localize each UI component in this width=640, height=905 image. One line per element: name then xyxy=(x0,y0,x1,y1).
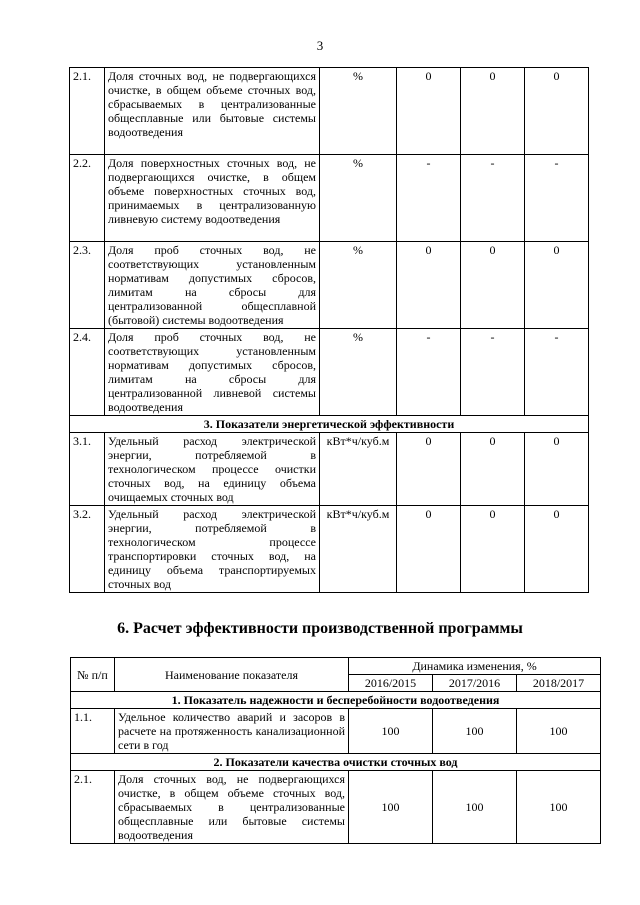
column-header-year: 2016/2015 xyxy=(349,675,433,692)
value: - xyxy=(525,329,589,416)
header-row xyxy=(71,658,601,675)
row-number: 3.2. xyxy=(70,506,105,593)
value: 0 xyxy=(461,242,525,329)
indicator-name: Доля сточных вод, не подвергающихся очистке, в общем объеме сточных вод, сбрасываемых в централизованные общесплавные или бытовые системы водоотведения xyxy=(105,68,320,155)
value: - xyxy=(525,155,589,242)
indicator-name: Доля сточных вод, не подвергающихся очистке, в общем объеме сточных вод, сбрасываемых в централизованные общесплавные или бытовые системы водоотведения xyxy=(115,771,349,844)
value: 0 xyxy=(461,68,525,155)
value: 0 xyxy=(525,506,589,593)
indicator-name: Удельное количество аварий и засоров в расчете на протяженность канализационной сети в год xyxy=(115,709,349,754)
section-row xyxy=(71,692,601,709)
value: 0 xyxy=(525,68,589,155)
value: 100 xyxy=(349,771,433,844)
value: 100 xyxy=(433,709,517,754)
page-number: 3 xyxy=(316,38,324,53)
value: 0 xyxy=(397,433,461,506)
indicator-name: Удельный расход электрической энергии, потребляемой в технологическом процессе очистки сточных вод, на единицу объема очищаемых сточных вод xyxy=(105,433,320,506)
column-header-dynamics: Динамика изменения, % xyxy=(349,658,601,675)
indicator-name: Доля проб сточных вод, не соответствующих установленным нормативам допустимых сбросов, лимитам на сбросы для централизованной общесплавной (бытовой) системы водоотведения xyxy=(105,242,320,329)
row-number: 3.1. xyxy=(70,433,105,506)
section-title: 3. Показатели энергетической эффективности xyxy=(70,416,589,433)
section-title: 2. Показатели качества очистки сточных вод xyxy=(71,754,601,771)
value: 100 xyxy=(517,709,601,754)
value: 0 xyxy=(397,242,461,329)
section-row xyxy=(71,754,601,771)
section-title: 1. Показатель надежности и бесперебойности водоотведения xyxy=(71,692,601,709)
row-number: 2.1. xyxy=(71,771,115,844)
unit: % xyxy=(320,329,397,416)
indicator-name: Удельный расход электрической энергии, потребляемой в технологическом процессе транспортировки сточных вод, на единицу объема транспортируемых сточных вод xyxy=(105,506,320,593)
table-row xyxy=(70,68,589,155)
value: 100 xyxy=(517,771,601,844)
unit: % xyxy=(320,155,397,242)
value: - xyxy=(461,329,525,416)
value: 0 xyxy=(461,506,525,593)
indicator-name: Доля поверхностных сточных вод, не подвергающихся очистке, в общем объеме поверхностных сточных вод, принимаемых в централизованную ливневую систему водоотведения xyxy=(105,155,320,242)
unit: кВт*ч/куб.м xyxy=(320,433,397,506)
table-row xyxy=(71,709,601,754)
table-row xyxy=(70,242,589,329)
row-number: 2.1. xyxy=(70,68,105,155)
value: - xyxy=(397,329,461,416)
row-number: 2.3. xyxy=(70,242,105,329)
indicator-name: Доля проб сточных вод, не соответствующих установленным нормативам допустимых сбросов, лимитам на сбросы для централизованной ливневой системы водоотведения xyxy=(105,329,320,416)
value: - xyxy=(397,155,461,242)
table-row xyxy=(70,506,589,593)
value: 0 xyxy=(397,506,461,593)
table-row xyxy=(70,433,589,506)
value: 0 xyxy=(461,433,525,506)
value: - xyxy=(461,155,525,242)
value: 0 xyxy=(397,68,461,155)
column-header-name: Наименование показателя xyxy=(115,658,349,692)
unit: кВт*ч/куб.м xyxy=(320,506,397,593)
value: 0 xyxy=(525,242,589,329)
section-row xyxy=(70,416,589,433)
efficiency-table xyxy=(70,657,601,844)
table-row xyxy=(70,155,589,242)
row-number: 2.2. xyxy=(70,155,105,242)
unit: % xyxy=(320,68,397,155)
unit: % xyxy=(320,242,397,329)
column-header-year: 2018/2017 xyxy=(517,675,601,692)
column-header-year: 2017/2016 xyxy=(433,675,517,692)
value: 100 xyxy=(349,709,433,754)
value: 0 xyxy=(525,433,589,506)
value: 100 xyxy=(433,771,517,844)
column-header-num: № п/п xyxy=(71,658,115,692)
row-number: 1.1. xyxy=(71,709,115,754)
row-number: 2.4. xyxy=(70,329,105,416)
indicators-table xyxy=(69,67,589,593)
table-row xyxy=(71,771,601,844)
section-heading: 6. Расчет эффективности производственной программы xyxy=(117,620,523,637)
table-row xyxy=(70,329,589,416)
